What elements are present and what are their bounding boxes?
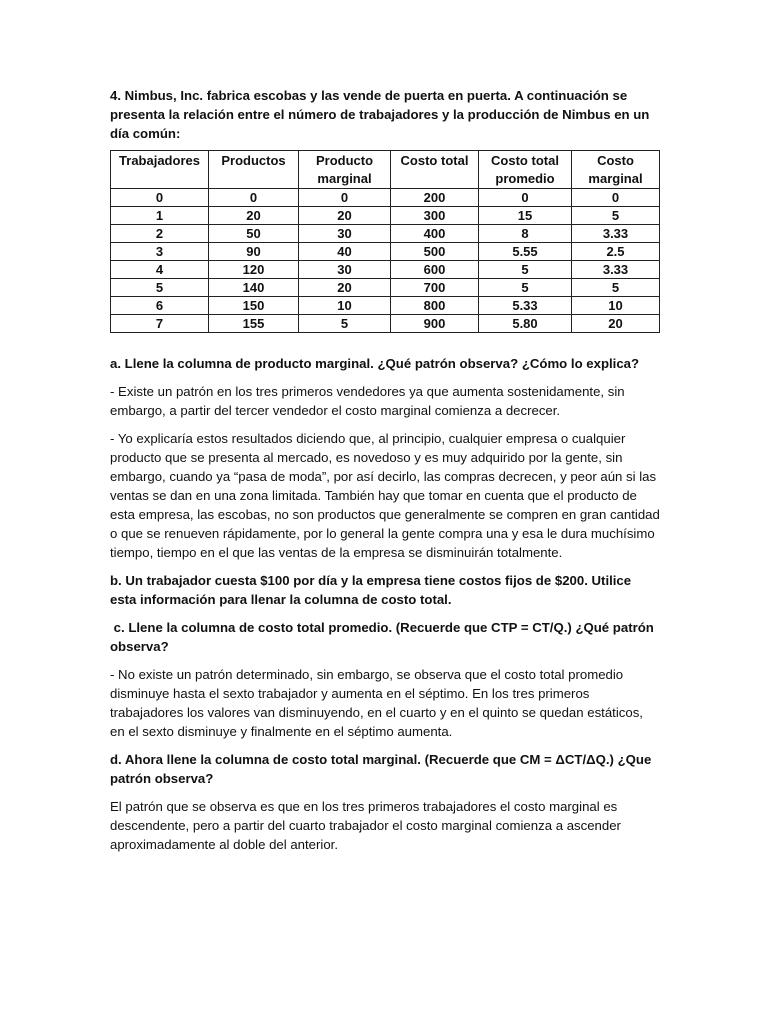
header-costo-marginal: Costo marginal (572, 151, 660, 189)
table-cell: 40 (299, 243, 391, 261)
header-productos: Productos (209, 151, 299, 189)
table-cell: 800 (391, 297, 479, 315)
table-row (111, 297, 660, 315)
problem-intro: 4. Nimbus, Inc. fabrica escobas y las vende de puerta en puerta. A continuación se presenta la relación entre el número de trabajadores y la producción de Nimbus en un día común: (110, 88, 650, 141)
table-header-row (111, 151, 660, 189)
table-cell: 20 (209, 207, 299, 225)
questions-section (110, 354, 660, 854)
table-cell: 200 (391, 189, 479, 207)
table-cell: 5.33 (479, 297, 572, 315)
table-cell: 15 (479, 207, 572, 225)
table-row (111, 279, 660, 297)
question-a: a. Llene la columna de producto marginal. ¿Qué patrón observa? ¿Cómo lo explica? (110, 356, 640, 371)
table-row (111, 243, 660, 261)
table-cell: 600 (391, 261, 479, 279)
header-producto-marginal: Producto marginal (299, 151, 391, 189)
header-trabajadores: Trabajadores (111, 151, 209, 189)
table-cell: 4 (111, 261, 209, 279)
table-cell: 700 (391, 279, 479, 297)
table-cell: 900 (391, 315, 479, 333)
table-cell: 5 (479, 261, 572, 279)
table-row (111, 225, 660, 243)
table-cell: 30 (299, 225, 391, 243)
table-cell: 150 (209, 297, 299, 315)
table-cell: 5.55 (479, 243, 572, 261)
question-d: d. Ahora llene la columna de costo total marginal. (Recuerde que CM = ΔCT/ΔQ.) ¿Que patrón observa? (110, 752, 652, 786)
table-cell: 120 (209, 261, 299, 279)
table-cell: 20 (299, 207, 391, 225)
table-row (111, 189, 660, 207)
answer-c: - No existe un patrón determinado, sin embargo, se observa que el costo total promedio disminuye hasta el sexto trabajador y aumenta en el séptimo. En los tres primeros trabajadores los valores van disminuyendo, en el cuarto y en el quinto se quedan estáticos, en el sexto disminuye y finalmente en el séptimo aumenta. (110, 667, 643, 739)
table-cell: 20 (299, 279, 391, 297)
table-cell: 20 (572, 315, 660, 333)
table-row (111, 261, 660, 279)
table-cell: 0 (479, 189, 572, 207)
table-cell: 5.80 (479, 315, 572, 333)
table-row (111, 315, 660, 333)
document-content (110, 86, 660, 863)
table-cell: 0 (572, 189, 660, 207)
table-cell: 0 (299, 189, 391, 207)
table-cell: 90 (209, 243, 299, 261)
table-cell: 10 (572, 297, 660, 315)
table-cell: 7 (111, 315, 209, 333)
table-cell: 140 (209, 279, 299, 297)
table-cell: 2.5 (572, 243, 660, 261)
answer-d: El patrón que se observa es que en los tres primeros trabajadores el costo marginal es descendente, pero a partir del cuarto trabajador el costo marginal comienza a ascender aproximadamente al doble del anterior. (110, 799, 621, 852)
table-cell: 3.33 (572, 225, 660, 243)
table-cell: 50 (209, 225, 299, 243)
table-cell: 0 (111, 189, 209, 207)
header-costo-total: Costo total (391, 151, 479, 189)
table-cell: 8 (479, 225, 572, 243)
table-cell: 300 (391, 207, 479, 225)
table-cell: 3 (111, 243, 209, 261)
production-table (110, 150, 660, 333)
table-cell: 400 (391, 225, 479, 243)
table-cell: 30 (299, 261, 391, 279)
table-cell: 5 (479, 279, 572, 297)
answer-a-2: - Yo explicaría estos resultados diciendo que, al principio, cualquier empresa o cualquier producto que se presenta al mercado, es novedoso y es muy adquirido por la gente, sin embargo, cuando ya “pasa de moda”, por así decirlo, las compras decrecen, y peor aún si las ventas se dan en una zona limitada. También hay que tomar en cuenta que el producto de esta empresa, las escobas, no son productos que generalmente se compren en gran cantidad o que se renueven rápidamente, por lo general la gente compra una y esa le dura muchísimo tiempo, tiempo en el que las ventas de la empresa se disminuirán totalmente. (110, 431, 660, 560)
table-cell: 155 (209, 315, 299, 333)
table-row (111, 207, 660, 225)
table-cell: 5 (572, 207, 660, 225)
header-costo-total-promedio: Costo total promedio (479, 151, 572, 189)
table-cell: 5 (299, 315, 391, 333)
table-body (111, 189, 660, 333)
table-cell: 5 (572, 279, 660, 297)
table-cell: 5 (111, 279, 209, 297)
table-cell: 10 (299, 297, 391, 315)
question-b: b. Un trabajador cuesta $100 por día y la empresa tiene costos fijos de $200. Utilice esta información para llenar la columna de costo total. (110, 573, 632, 607)
table-cell: 2 (111, 225, 209, 243)
table-cell: 500 (391, 243, 479, 261)
table-cell: 1 (111, 207, 209, 225)
table-cell: 6 (111, 297, 209, 315)
question-c: c. Llene la columna de costo total promedio. (Recuerde que CTP = CT/Q.) ¿Qué patrón observa? (110, 620, 658, 654)
table-cell: 0 (209, 189, 299, 207)
answer-a-1: - Existe un patrón en los tres primeros vendedores ya que aumenta sostenidamente, sin embargo, a partir del tercer vendedor el costo marginal comienza a decrecer. (110, 384, 625, 418)
table-cell: 3.33 (572, 261, 660, 279)
